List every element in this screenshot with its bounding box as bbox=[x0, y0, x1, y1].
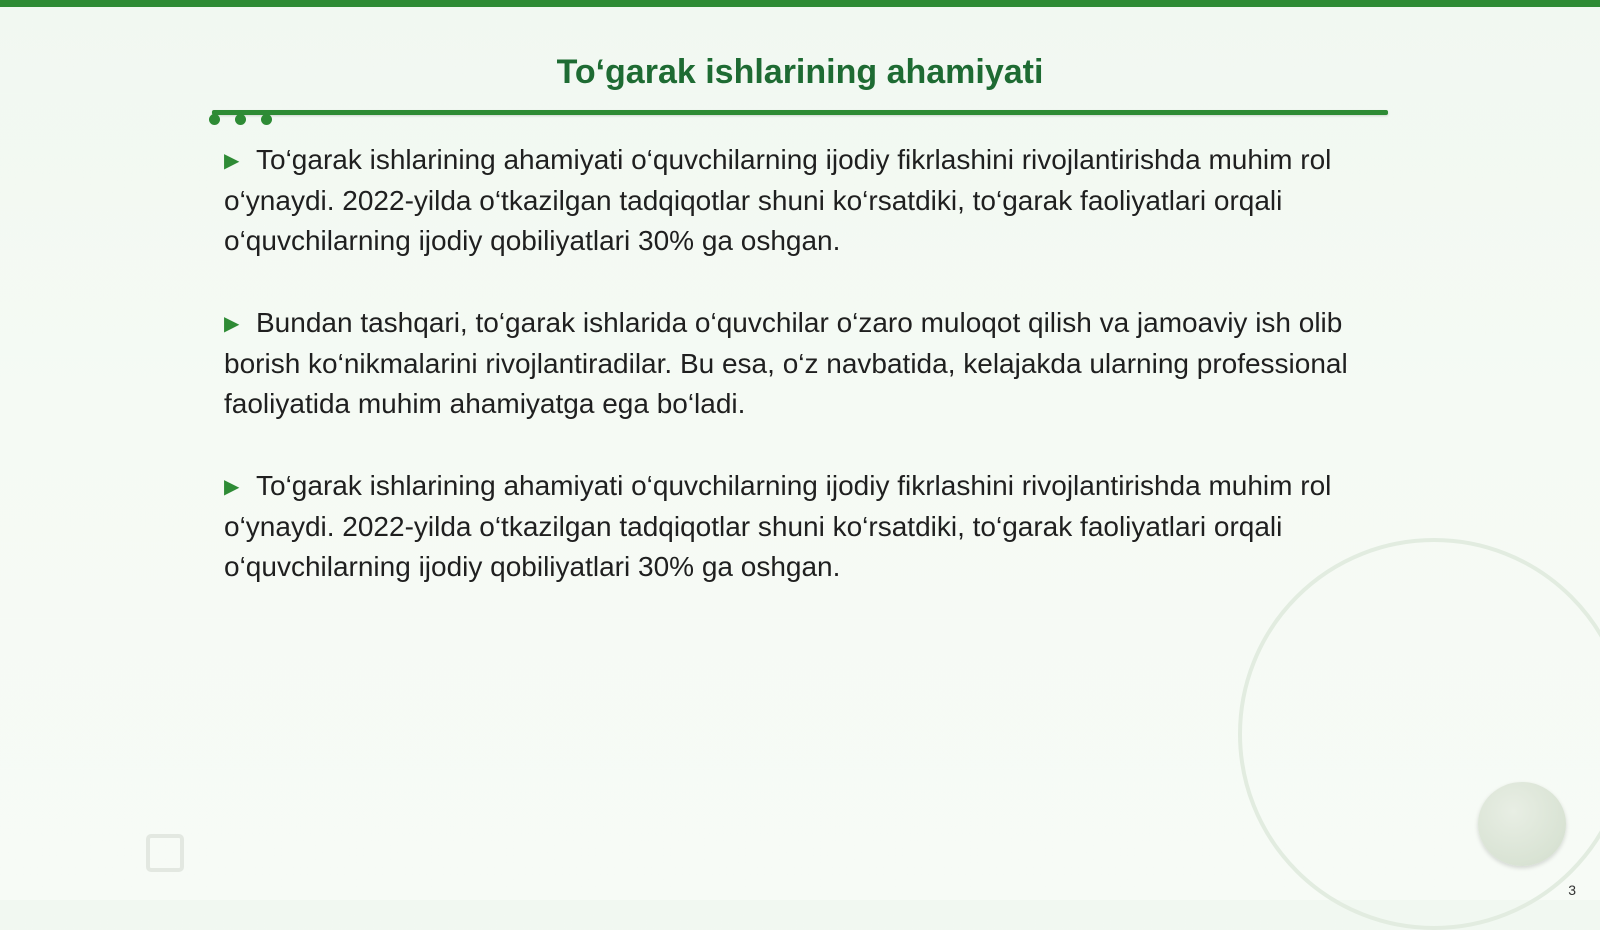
bullet-item bbox=[224, 466, 1354, 587]
bullet-item bbox=[224, 303, 1354, 424]
decorative-ring bbox=[1238, 538, 1600, 930]
slide-title: To‘garak ishlarining ahamiyati bbox=[556, 53, 1044, 91]
bullet-text: To‘garak ishlarining ahamiyati o‘quvchilarning ijodiy fikrlashini rivojlantirishda muhim rol o‘ynaydi. 2022-yilda o‘tkazilgan tadqiqotlar shuni ko‘rsatdiki, to‘garak faoliyatlari orqali o‘quvchilarning ijodiy qobiliyatlari 30% ga oshgan. bbox=[224, 144, 1332, 256]
bullet-item bbox=[224, 140, 1354, 261]
triangle-bullet-icon: ▶ bbox=[224, 150, 240, 172]
underline-dot bbox=[261, 114, 272, 125]
underline-dot bbox=[209, 114, 220, 125]
bullet-list bbox=[224, 140, 1354, 629]
decorative-square bbox=[146, 834, 184, 872]
bullet-text: Bundan tashqari, to‘garak ishlarida o‘quvchilar o‘zaro muloqot qilish va jamoaviy ish olib borish ko‘nikmalarini rivojlantiradilar. Bu esa, o‘z navbatida, kelajakda ularning professional faoliyatida muhim ahamiyatga ega bo‘ladi. bbox=[224, 307, 1348, 419]
top-accent-bar bbox=[0, 0, 1600, 7]
title-underline bbox=[212, 110, 1388, 115]
triangle-bullet-icon: ▶ bbox=[224, 313, 240, 335]
page-number: 3 bbox=[1568, 882, 1576, 898]
decorative-disc bbox=[1478, 782, 1566, 866]
triangle-bullet-icon: ▶ bbox=[224, 476, 240, 498]
bullet-text: To‘garak ishlarining ahamiyati o‘quvchilarning ijodiy fikrlashini rivojlantirishda muhim rol o‘ynaydi. 2022-yilda o‘tkazilgan tadqiqotlar shuni ko‘rsatdiki, to‘garak faoliyatlari orqali o‘quvchilarning ijodiy qobiliyatlari 30% ga oshgan. bbox=[224, 470, 1332, 582]
underline-dot bbox=[235, 114, 246, 125]
